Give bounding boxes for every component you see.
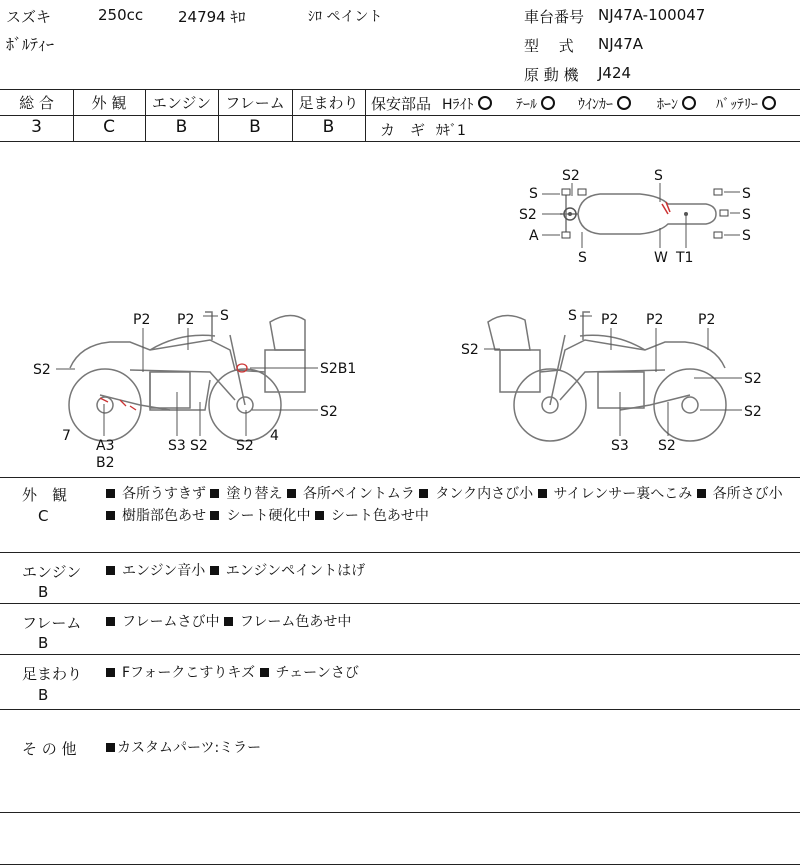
note-item: 各所さび小 bbox=[697, 486, 783, 502]
note-grade-exterior: C bbox=[38, 507, 49, 525]
callout: S bbox=[568, 308, 577, 324]
maker: スズキ bbox=[6, 8, 52, 26]
key-value: ｶｷﾞ1 bbox=[436, 123, 466, 139]
callout: S bbox=[220, 308, 229, 324]
callout: S bbox=[742, 186, 751, 202]
callout: S3 bbox=[168, 438, 186, 454]
note-item: エンジンペイントはげ bbox=[210, 563, 365, 579]
callout: S2 bbox=[562, 168, 580, 184]
callout: S2 bbox=[519, 207, 537, 223]
note-item: 塗り替え bbox=[210, 486, 282, 502]
exterior-grade: C bbox=[103, 117, 115, 137]
note-label-frame: フレーム bbox=[22, 614, 82, 632]
chassis-value: NJ47A-100047 bbox=[598, 6, 706, 24]
note-item: シート色あせ中 bbox=[315, 508, 429, 524]
callout: S bbox=[529, 186, 538, 202]
top-view-bike bbox=[560, 189, 728, 238]
key-label: カ ギ bbox=[380, 121, 426, 139]
callout: S bbox=[742, 228, 751, 244]
overall-grade: 3 bbox=[31, 117, 42, 137]
callout: S2 bbox=[461, 342, 479, 358]
note-item: チェーンさび bbox=[260, 665, 359, 681]
engine-label: エンジン bbox=[151, 94, 212, 112]
note-grade-suspension: B bbox=[38, 686, 49, 704]
note-grade-frame: B bbox=[38, 634, 49, 652]
callout: S bbox=[742, 207, 751, 223]
ok-circle-icon bbox=[478, 96, 492, 110]
callout: S2 bbox=[744, 404, 762, 420]
callout: A bbox=[529, 228, 539, 244]
note-item: サイレンサー裏へこみ bbox=[538, 486, 693, 502]
ok-circle-icon bbox=[762, 96, 776, 110]
callout: S bbox=[578, 250, 587, 266]
note-item: カスタムパーツ:ミラー bbox=[106, 740, 261, 756]
callout: W bbox=[654, 250, 668, 266]
parts-label: 保安部品 bbox=[371, 95, 432, 113]
damage-diagram bbox=[0, 142, 800, 477]
engine-no-value: J424 bbox=[598, 64, 632, 82]
parts-item: ﾃｰﾙ bbox=[516, 94, 555, 114]
note-items-engine bbox=[106, 560, 365, 582]
type-label: 型 式 bbox=[524, 37, 574, 55]
note-label-engine: エンジン bbox=[22, 563, 82, 581]
left-side-labels bbox=[33, 308, 356, 471]
note-items-other bbox=[106, 737, 261, 759]
callout: 4 bbox=[270, 428, 279, 444]
callout: S2 bbox=[744, 371, 762, 387]
note-grade-engine: B bbox=[38, 583, 49, 601]
note-items-exterior bbox=[106, 483, 796, 527]
parts-item: ｳｲﾝｶｰ bbox=[578, 94, 631, 114]
callout: 7 bbox=[62, 428, 71, 444]
displacement: 250cc bbox=[98, 6, 144, 24]
frame-grade: B bbox=[249, 117, 261, 137]
callout: S2B1 bbox=[320, 361, 357, 377]
note-item: タンク内さび小 bbox=[419, 486, 533, 502]
note-item: シート硬化中 bbox=[210, 508, 310, 524]
exterior-label: 外 観 bbox=[91, 94, 127, 112]
note-label-other: そ の 他 bbox=[22, 740, 77, 758]
parts-item: Hﾗｲﾄ bbox=[442, 94, 492, 114]
callout: P2 bbox=[133, 312, 151, 328]
parts-item: ﾊﾞｯﾃﾘｰ bbox=[716, 94, 776, 114]
chassis-label: 車台番号 bbox=[524, 8, 585, 26]
callout: S2 bbox=[236, 438, 254, 454]
type-value: NJ47A bbox=[598, 35, 643, 53]
suspension-grade: B bbox=[322, 117, 335, 137]
ok-circle-icon bbox=[682, 96, 696, 110]
right-side-bike bbox=[488, 312, 726, 441]
callout: S2 bbox=[33, 362, 51, 378]
callout: S3 bbox=[611, 438, 629, 454]
callout: S2 bbox=[658, 438, 676, 454]
note-item: フレーム色あせ中 bbox=[224, 614, 351, 630]
note-label-exterior: 外 観 bbox=[22, 486, 68, 504]
model-name: ﾎﾞﾙﾃｨｰ bbox=[6, 35, 55, 54]
note-item: 樹脂部色あせ bbox=[106, 508, 206, 524]
callout: B2 bbox=[96, 455, 115, 471]
note-item: 各所うすきず bbox=[106, 486, 206, 502]
ok-circle-icon bbox=[617, 96, 631, 110]
callout: A3 bbox=[96, 438, 115, 454]
callout: S2 bbox=[190, 438, 208, 454]
callout: S2 bbox=[320, 404, 338, 420]
note-items-suspension bbox=[106, 662, 359, 684]
engine-no-label: 原 動 機 bbox=[524, 66, 579, 84]
engine-grade: B bbox=[175, 117, 188, 137]
callout: P2 bbox=[698, 312, 716, 328]
color: ｼﾛ ペイント bbox=[308, 9, 383, 25]
overall-label: 総 合 bbox=[19, 94, 54, 112]
note-item: 各所ペイントムラ bbox=[287, 486, 415, 502]
parts-item: ﾎｰﾝ bbox=[657, 94, 696, 114]
frame-label: フレーム bbox=[225, 94, 285, 112]
callout: P2 bbox=[177, 312, 195, 328]
callout: T1 bbox=[676, 250, 694, 266]
note-item: エンジン音小 bbox=[106, 563, 205, 579]
suspension-label: 足まわり bbox=[298, 94, 359, 112]
callout: P2 bbox=[601, 312, 619, 328]
note-items-frame bbox=[106, 611, 351, 633]
ok-circle-icon bbox=[541, 96, 555, 110]
note-label-suspension: 足まわり bbox=[22, 665, 83, 683]
callout: P2 bbox=[646, 312, 664, 328]
note-item: Fフォークこすりキズ bbox=[106, 665, 255, 681]
callout: S bbox=[654, 168, 663, 184]
note-item: フレームさび中 bbox=[106, 614, 219, 630]
mileage: 24794 ｷﾛ bbox=[178, 8, 246, 26]
